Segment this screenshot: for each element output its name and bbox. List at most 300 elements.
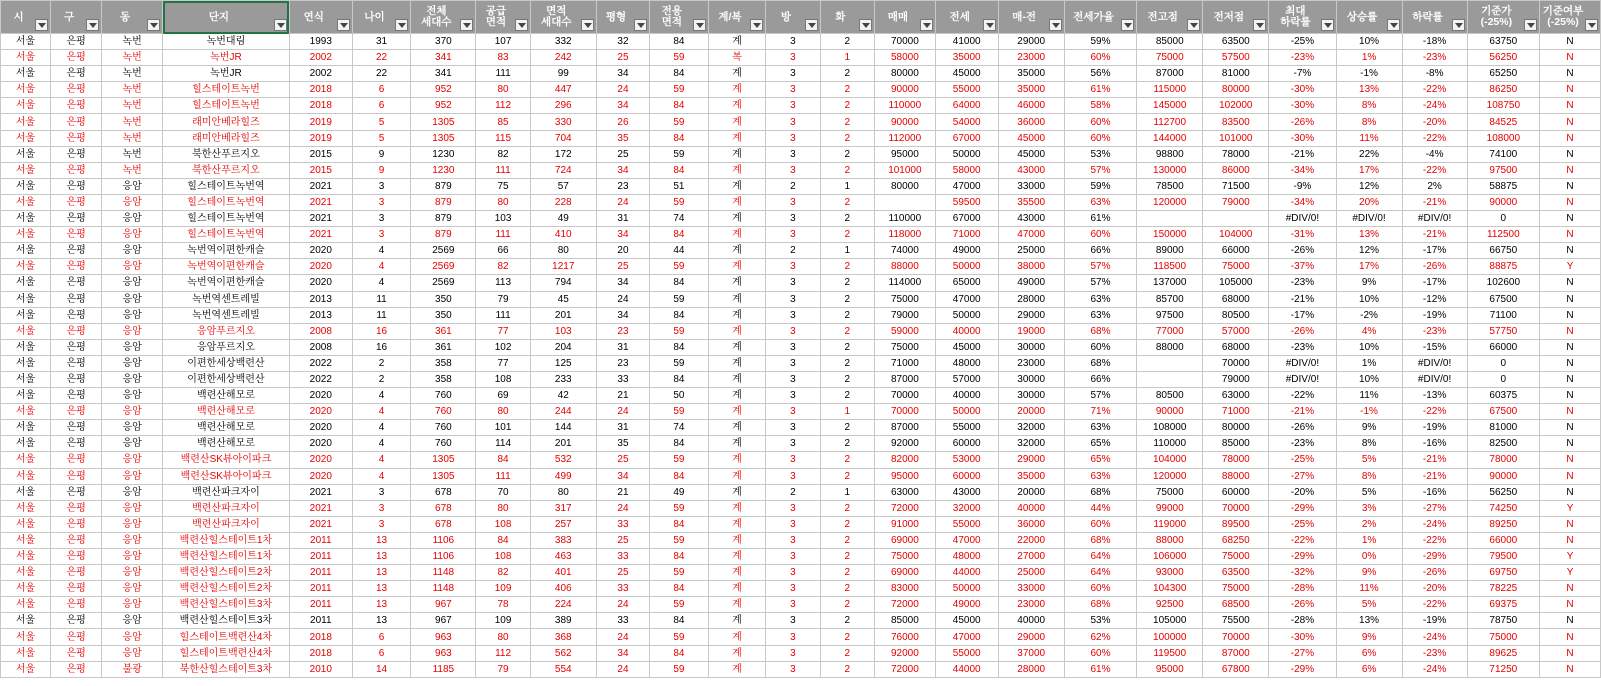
table-cell[interactable]: 서울 [1,549,51,565]
table-cell[interactable]: -1% [1336,66,1402,82]
table-cell[interactable]: 응암 [102,629,163,645]
column-header[interactable] [820,1,874,34]
table-cell[interactable]: 2 [820,549,874,565]
table-cell[interactable]: 9 [352,146,411,162]
table-cell[interactable]: N [1540,130,1601,146]
table-cell[interactable]: 3 [766,500,820,516]
table-cell[interactable]: 20000 [998,484,1064,500]
table-cell[interactable]: 104300 [1137,581,1203,597]
table-cell[interactable]: 1305 [411,468,476,484]
table-cell[interactable]: 은평 [51,178,102,194]
table-cell[interactable]: 13% [1336,82,1402,98]
table-cell[interactable]: 90000 [1467,468,1539,484]
table-cell[interactable]: 서울 [1,66,51,82]
table-cell[interactable]: 72000 [875,500,936,516]
table-cell[interactable]: 57750 [1467,323,1539,339]
table-cell[interactable]: 2018 [289,82,352,98]
table-cell[interactable]: 358 [411,371,476,387]
table-cell[interactable]: 70000 [1203,500,1269,516]
table-cell[interactable]: 370 [411,34,476,50]
table-cell[interactable]: 332 [530,34,596,50]
table-cell[interactable]: 힐스테이트녹번역 [163,227,290,243]
table-cell[interactable]: -21% [1402,452,1467,468]
table-cell[interactable]: 은평 [51,130,102,146]
table-cell[interactable]: 25 [596,146,649,162]
table-cell[interactable]: 80 [476,194,530,210]
table-cell[interactable]: 20000 [998,404,1064,420]
table-cell[interactable]: 65000 [935,275,998,291]
table-cell[interactable]: 은평 [51,484,102,500]
table-cell[interactable]: -29% [1402,549,1467,565]
table-cell[interactable]: 2 [820,307,874,323]
table-cell[interactable]: 1% [1336,50,1402,66]
table-cell[interactable]: -32% [1269,565,1336,581]
table-cell[interactable]: 90000 [875,114,936,130]
table-cell[interactable]: 2020 [289,275,352,291]
table-cell[interactable]: 71500 [1203,178,1269,194]
table-cell[interactable]: 84 [476,532,530,548]
table-cell[interactable]: 59 [650,291,709,307]
table-cell[interactable]: 0 [1467,355,1539,371]
table-cell[interactable]: 11% [1336,581,1402,597]
table-cell[interactable]: 13 [352,532,411,548]
table-cell[interactable]: 172 [530,146,596,162]
table-cell[interactable]: N [1540,162,1601,178]
table-cell[interactable]: 88000 [1137,532,1203,548]
column-header[interactable] [1269,1,1336,34]
table-cell[interactable]: 35 [596,436,649,452]
table-cell[interactable]: 678 [411,500,476,516]
table-cell[interactable]: 59% [1064,34,1136,50]
table-cell[interactable]: 368 [530,629,596,645]
table-cell[interactable]: 3 [352,227,411,243]
table-cell[interactable]: 서울 [1,291,51,307]
table-cell[interactable]: 55000 [935,645,998,661]
table-cell[interactable]: 57% [1064,275,1136,291]
table-cell[interactable]: 84 [650,645,709,661]
filter-dropdown-icon[interactable] [805,19,818,31]
table-cell[interactable]: 2021 [289,178,352,194]
table-cell[interactable]: 760 [411,436,476,452]
table-cell[interactable]: 59 [650,565,709,581]
table-cell[interactable]: 89500 [1203,516,1269,532]
table-cell[interactable]: 82 [476,565,530,581]
table-cell[interactable]: 4 [352,404,411,420]
table-cell[interactable]: 107 [476,34,530,50]
table-cell[interactable]: 70000 [1203,355,1269,371]
table-cell[interactable]: -22% [1402,82,1467,98]
table-cell[interactable]: 84 [650,516,709,532]
table-cell[interactable]: 63% [1064,307,1136,323]
filter-dropdown-icon[interactable] [634,19,647,31]
table-cell[interactable]: 24 [596,291,649,307]
table-cell[interactable]: 22 [352,66,411,82]
table-cell[interactable]: 63000 [1203,388,1269,404]
table-cell[interactable]: 1993 [289,34,352,50]
table-cell[interactable]: 49000 [998,275,1064,291]
column-header[interactable] [650,1,709,34]
table-cell[interactable]: 102 [476,339,530,355]
table-cell[interactable]: 49 [530,211,596,227]
table-cell[interactable]: 59 [650,532,709,548]
table-cell[interactable]: 55000 [935,516,998,532]
table-cell[interactable]: 2 [820,211,874,227]
table-cell[interactable]: 101000 [875,162,936,178]
table-cell[interactable]: 562 [530,645,596,661]
table-cell[interactable]: N [1540,227,1601,243]
table-cell[interactable]: 3 [766,194,820,210]
table-cell[interactable]: 84525 [1467,114,1539,130]
table-cell[interactable]: 60000 [935,468,998,484]
table-cell[interactable]: 54000 [935,114,998,130]
table-cell[interactable]: -21% [1402,468,1467,484]
table-cell[interactable]: 은평 [51,500,102,516]
table-cell[interactable]: Y [1540,259,1601,275]
table-cell[interactable]: -37% [1269,259,1336,275]
table-cell[interactable]: 2 [820,565,874,581]
table-cell[interactable]: -8% [1402,66,1467,82]
table-cell[interactable]: 63750 [1467,34,1539,50]
table-cell[interactable]: 53% [1064,613,1136,629]
table-cell[interactable]: -26% [1269,420,1336,436]
table-cell[interactable]: 59 [650,82,709,98]
column-header[interactable] [1402,1,1467,34]
table-cell[interactable]: -22% [1402,130,1467,146]
table-cell[interactable]: 69 [476,388,530,404]
table-cell[interactable]: 계 [708,194,766,210]
table-cell[interactable]: 119000 [1137,516,1203,532]
table-cell[interactable]: 래미안베라힐즈 [163,130,290,146]
table-cell[interactable]: 60% [1064,645,1136,661]
table-cell[interactable]: 33000 [998,581,1064,597]
table-cell[interactable]: 3 [352,211,411,227]
table-cell[interactable]: 50 [650,388,709,404]
table-cell[interactable]: 은평 [51,323,102,339]
table-cell[interactable]: 2013 [289,291,352,307]
table-cell[interactable]: 2 [766,178,820,194]
table-cell[interactable]: 80000 [875,178,936,194]
table-cell[interactable]: 30000 [998,371,1064,387]
table-cell[interactable]: -17% [1269,307,1336,323]
table-cell[interactable]: -26% [1402,565,1467,581]
table-cell[interactable]: 응암 [102,468,163,484]
table-cell[interactable]: 361 [411,323,476,339]
table-cell[interactable]: N [1540,66,1601,82]
table-cell[interactable]: 2 [820,613,874,629]
table-cell[interactable]: 963 [411,645,476,661]
table-cell[interactable]: #DIV/0! [1269,371,1336,387]
table-cell[interactable]: -2% [1336,307,1402,323]
table-cell[interactable]: 6 [352,82,411,98]
table-cell[interactable]: -25% [1269,34,1336,50]
table-cell[interactable]: 2008 [289,323,352,339]
table-cell[interactable]: 63500 [1203,565,1269,581]
table-cell[interactable]: 71100 [1467,307,1539,323]
table-cell[interactable]: 45000 [935,613,998,629]
table-cell[interactable]: 은평 [51,420,102,436]
table-cell[interactable]: 34 [596,645,649,661]
table-cell[interactable]: 계 [708,162,766,178]
table-cell[interactable]: 서울 [1,114,51,130]
table-cell[interactable]: -30% [1269,629,1336,645]
table-cell[interactable]: 서울 [1,500,51,516]
table-cell[interactable]: 2569 [411,243,476,259]
table-cell[interactable]: 97500 [1137,307,1203,323]
table-cell[interactable]: 34 [596,307,649,323]
table-cell[interactable]: 50000 [935,259,998,275]
table-cell[interactable]: 59 [650,500,709,516]
table-cell[interactable]: 88000 [1203,468,1269,484]
table-cell[interactable]: 2018 [289,629,352,645]
table-cell[interactable]: 69000 [875,532,936,548]
table-cell[interactable]: 은평 [51,34,102,50]
table-cell[interactable]: 36000 [998,114,1064,130]
table-cell[interactable]: 233 [530,371,596,387]
table-cell[interactable]: 2 [820,388,874,404]
table-cell[interactable]: 3 [766,307,820,323]
table-cell[interactable]: 120000 [1137,468,1203,484]
table-cell[interactable]: 66% [1064,371,1136,387]
table-cell[interactable]: 19000 [998,323,1064,339]
table-cell[interactable]: 0 [1467,211,1539,227]
table-cell[interactable]: 25 [596,565,649,581]
table-cell[interactable]: 백련산해모로 [163,420,290,436]
table-cell[interactable]: 83500 [1203,114,1269,130]
table-cell[interactable]: 1 [820,243,874,259]
table-cell[interactable]: 58000 [935,162,998,178]
table-cell[interactable]: 은평 [51,661,102,677]
table-cell[interactable]: 14 [352,661,411,677]
table-cell[interactable]: 87000 [875,371,936,387]
table-cell[interactable]: 응암 [102,597,163,613]
table-cell[interactable]: 201 [530,307,596,323]
table-cell[interactable]: 28000 [998,661,1064,677]
table-cell[interactable]: 13 [352,565,411,581]
table-cell[interactable]: 27000 [998,549,1064,565]
table-cell[interactable]: N [1540,339,1601,355]
table-cell[interactable]: 82 [476,146,530,162]
table-cell[interactable]: 백련산파크자이 [163,484,290,500]
table-cell[interactable]: 서울 [1,339,51,355]
table-cell[interactable]: 2011 [289,597,352,613]
table-cell[interactable]: -20% [1269,484,1336,500]
table-cell[interactable]: 2020 [289,243,352,259]
table-cell[interactable]: 2018 [289,98,352,114]
table-cell[interactable]: 2569 [411,275,476,291]
table-cell[interactable]: 은평 [51,82,102,98]
table-cell[interactable]: 3 [766,420,820,436]
table-cell[interactable]: 계 [708,339,766,355]
table-cell[interactable]: 78500 [1137,178,1203,194]
table-cell[interactable]: 2015 [289,146,352,162]
table-cell[interactable]: -30% [1269,82,1336,98]
table-cell[interactable]: 은평 [51,468,102,484]
table-cell[interactable]: 은평 [51,339,102,355]
table-cell[interactable]: 69000 [875,565,936,581]
table-cell[interactable]: 5% [1336,452,1402,468]
table-cell[interactable]: 724 [530,162,596,178]
table-cell[interactable]: 78000 [1203,146,1269,162]
table-cell[interactable]: 204 [530,339,596,355]
table-cell[interactable]: 3 [766,114,820,130]
table-cell[interactable]: N [1540,323,1601,339]
table-cell[interactable]: -21% [1402,194,1467,210]
table-cell[interactable]: 32000 [935,500,998,516]
table-cell[interactable]: 341 [411,50,476,66]
table-cell[interactable]: 109 [476,613,530,629]
table-cell[interactable]: -23% [1402,50,1467,66]
filter-dropdown-icon[interactable] [1321,19,1334,31]
table-cell[interactable]: 963 [411,629,476,645]
table-cell[interactable]: 2011 [289,581,352,597]
table-cell[interactable]: 99000 [1137,500,1203,516]
table-cell[interactable]: 2 [820,66,874,82]
table-cell[interactable]: 힐스테이트녹번역 [163,178,290,194]
table-cell[interactable]: -29% [1269,661,1336,677]
table-cell[interactable]: 3 [352,500,411,516]
table-cell[interactable]: 계 [708,613,766,629]
table-cell[interactable]: N [1540,34,1601,50]
table-cell[interactable]: 59 [650,146,709,162]
column-header[interactable] [935,1,998,34]
table-cell[interactable]: N [1540,661,1601,677]
table-cell[interactable]: 102000 [1203,98,1269,114]
table-cell[interactable]: 114000 [875,275,936,291]
table-cell[interactable]: 102600 [1467,275,1539,291]
table-cell[interactable]: 61% [1064,82,1136,98]
table-cell[interactable]: 은평 [51,613,102,629]
table-cell[interactable]: N [1540,484,1601,500]
table-cell[interactable]: 228 [530,194,596,210]
table-cell[interactable]: 2 [820,355,874,371]
filter-dropdown-icon[interactable] [1387,19,1400,31]
table-cell[interactable]: -34% [1269,162,1336,178]
table-cell[interactable]: 92000 [875,436,936,452]
table-cell[interactable]: 59 [650,323,709,339]
table-cell[interactable]: 63000 [875,484,936,500]
table-cell[interactable]: 97500 [1467,162,1539,178]
table-cell[interactable]: 서울 [1,82,51,98]
table-cell[interactable]: 68% [1064,323,1136,339]
table-cell[interactable]: 70000 [1203,629,1269,645]
table-cell[interactable]: 응암 [102,516,163,532]
table-cell[interactable]: 계 [708,645,766,661]
table-cell[interactable]: 84 [650,162,709,178]
table-cell[interactable]: 응암푸르지오 [163,339,290,355]
table-cell[interactable]: 58% [1064,98,1136,114]
column-header[interactable] [998,1,1064,34]
table-cell[interactable]: 81000 [1467,420,1539,436]
table-cell[interactable]: 2% [1402,178,1467,194]
table-cell[interactable]: 백련산SK뷰아이파크 [163,452,290,468]
table-cell[interactable]: -15% [1402,339,1467,355]
table-cell[interactable]: 녹번역이편한캐슬 [163,259,290,275]
table-cell[interactable]: 2019 [289,114,352,130]
filter-active-icon[interactable] [86,19,99,31]
table-cell[interactable]: Y [1540,565,1601,581]
table-cell[interactable]: 녹번 [102,66,163,82]
table-cell[interactable]: 계 [708,34,766,50]
table-cell[interactable]: 48000 [935,355,998,371]
table-cell[interactable]: 서울 [1,275,51,291]
table-cell[interactable]: 84 [650,549,709,565]
table-cell[interactable]: 47000 [935,532,998,548]
table-cell[interactable]: 응암 [102,227,163,243]
filter-dropdown-icon[interactable] [1121,19,1134,31]
table-cell[interactable]: 2 [820,194,874,210]
table-cell[interactable]: 43000 [998,211,1064,227]
table-cell[interactable]: 34 [596,162,649,178]
table-cell[interactable]: 70000 [875,34,936,50]
table-cell[interactable]: 63% [1064,194,1136,210]
table-cell[interactable]: 9% [1336,565,1402,581]
table-cell[interactable]: -22% [1269,388,1336,404]
table-cell[interactable]: 84 [650,227,709,243]
table-cell[interactable]: 68% [1064,597,1136,613]
filter-dropdown-icon[interactable] [750,19,763,31]
table-cell[interactable]: 68250 [1203,532,1269,548]
table-cell[interactable]: 서울 [1,388,51,404]
table-cell[interactable]: -23% [1269,339,1336,355]
table-cell[interactable]: 47000 [998,227,1064,243]
column-header[interactable] [1336,1,1402,34]
table-cell[interactable]: 72000 [875,597,936,613]
table-cell[interactable]: 계 [708,178,766,194]
table-cell[interactable]: 78000 [1467,452,1539,468]
table-cell[interactable]: 33 [596,549,649,565]
table-cell[interactable]: 69750 [1467,565,1539,581]
table-cell[interactable]: 2 [820,500,874,516]
table-cell[interactable]: 4 [352,452,411,468]
table-cell[interactable]: 75000 [1137,484,1203,500]
table-cell[interactable]: 82500 [1467,436,1539,452]
table-cell[interactable]: 90000 [1137,404,1203,420]
table-cell[interactable]: 3 [766,82,820,98]
table-cell[interactable]: Y [1540,549,1601,565]
table-cell[interactable]: 백련산파크자이 [163,500,290,516]
table-cell[interactable]: -16% [1402,436,1467,452]
table-cell[interactable]: 2 [820,114,874,130]
table-cell[interactable]: 응암 [102,404,163,420]
table-cell[interactable]: 3 [766,259,820,275]
table-cell[interactable]: 계 [708,82,766,98]
table-cell[interactable]: 2020 [289,436,352,452]
table-cell[interactable]: 57% [1064,162,1136,178]
table-cell[interactable]: 16 [352,323,411,339]
table-cell[interactable]: 계 [708,452,766,468]
table-cell[interactable]: -22% [1402,532,1467,548]
table-cell[interactable]: 2008 [289,339,352,355]
table-cell[interactable]: 3 [766,645,820,661]
table-cell[interactable]: 75000 [875,549,936,565]
table-cell[interactable]: -18% [1402,34,1467,50]
table-cell[interactable]: 67500 [1467,404,1539,420]
table-cell[interactable]: 은평 [51,211,102,227]
table-cell[interactable]: 90000 [875,82,936,98]
table-cell[interactable]: 은평 [51,162,102,178]
table-cell[interactable]: 은평 [51,66,102,82]
table-cell[interactable]: 88000 [875,259,936,275]
table-cell[interactable]: 84 [650,613,709,629]
table-cell[interactable]: 108750 [1467,98,1539,114]
column-header[interactable] [163,1,290,34]
table-cell[interactable]: 2 [820,291,874,307]
table-cell[interactable]: 80000 [1203,82,1269,98]
table-cell[interactable]: 서울 [1,211,51,227]
table-cell[interactable]: 60% [1064,581,1136,597]
table-cell[interactable]: 2018 [289,645,352,661]
table-cell[interactable]: 59 [650,194,709,210]
